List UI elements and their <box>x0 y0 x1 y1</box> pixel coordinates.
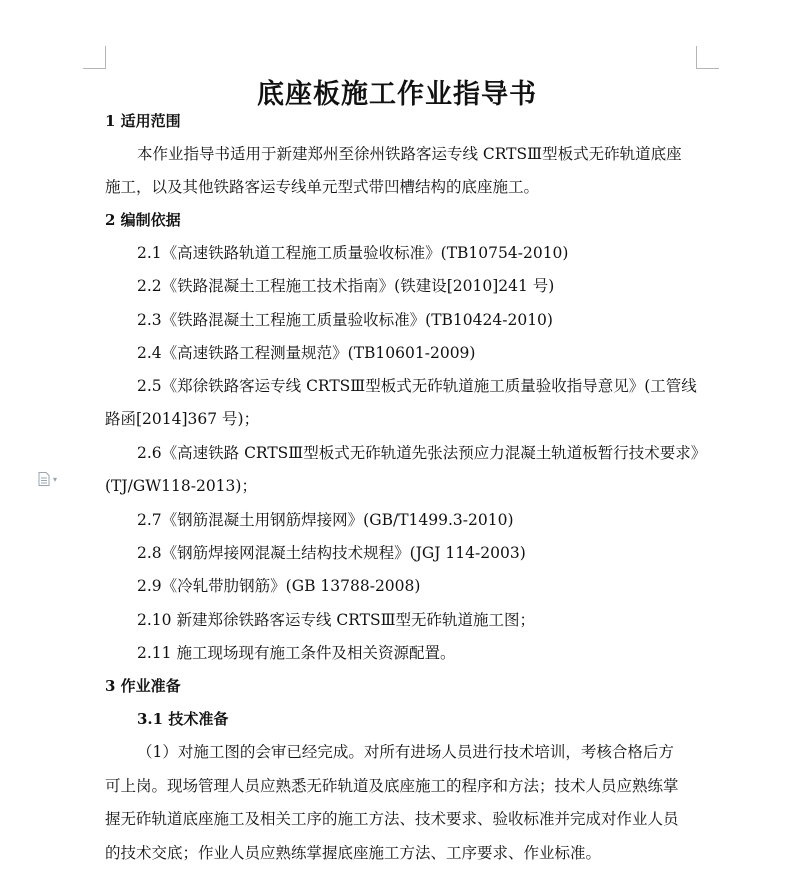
subheading-technical-preparation: 3.1 技术准备 <box>137 710 229 728</box>
list-item: 2.10 新建郑徐铁路客运专线 CRTSⅢ型无砟轨道施工图； <box>137 611 536 629</box>
crop-mark-top-left <box>83 46 106 69</box>
paragraph-line: 握无砟轨道底座施工及相关工序的施工方法、技术要求、验收标准并完成对作业人员 <box>105 810 679 828</box>
list-item-continuation: (TJ/GW118-2013)； <box>105 477 257 495</box>
heading-scope: 1 适用范围 <box>105 112 181 130</box>
heading-basis: 2 编制依据 <box>105 211 181 229</box>
paragraph-line: 可上岗。现场管理人员应熟悉无砟轨道及底座施工的程序和方法；技术人员应熟练掌 <box>105 777 679 795</box>
list-item: 2.9《冷轧带肋钢筋》(GB 13788-2008) <box>137 577 421 595</box>
list-item: 2.6《高速铁路 CRTSⅢ型板式无砟轨道先张法预应力混凝土轨道板暂行技术要求》 <box>137 444 707 462</box>
list-item: 2.1《高速铁路轨道工程施工质量验收标准》(TB10754-2010) <box>137 244 569 262</box>
heading-preparation: 3 作业准备 <box>105 677 181 695</box>
list-item: 2.5《郑徐铁路客运专线 CRTSⅢ型板式无砟轨道施工质量验收指导意见》(工管线 <box>137 377 697 395</box>
list-item: 2.11 施工现场现有施工条件及相关资源配置。 <box>137 644 456 662</box>
page-title: 底座板施工作业指导书 <box>257 79 537 110</box>
list-item: 2.7《钢筋混凝土用钢筋焊接网》(GB/T1499.3-2010) <box>137 511 514 529</box>
dropdown-arrow-icon: ▾ <box>53 474 58 484</box>
list-item-continuation: 路函[2014]367 号)； <box>105 410 260 428</box>
paragraph-line: 施工，以及其他铁路客运专线单元型式带凹槽结构的底座施工。 <box>105 178 540 196</box>
list-item: 2.8《钢筋焊接网混凝土结构技术规程》(JGJ 114-2003) <box>137 544 526 562</box>
paragraph-line: 本作业指导书适用于新建郑州至徐州铁路客运专线 CRTSⅢ型板式无砟轨道底座 <box>137 145 682 163</box>
crop-mark-top-right <box>696 46 719 69</box>
list-item: 2.2《铁路混凝土工程施工技术指南》(铁建设[2010]241 号) <box>137 277 555 295</box>
document-icon[interactable] <box>38 472 57 486</box>
list-item: 2.3《铁路混凝土工程施工质量验收标准》(TB10424-2010) <box>137 311 553 329</box>
paragraph-line: 的技术交底；作业人员应熟练掌握底座施工方法、工序要求、作业标准。 <box>105 844 602 862</box>
list-item: 2.4《高速铁路工程测量规范》(TB10601-2009) <box>137 344 476 362</box>
paragraph-line: （1）对施工图的会审已经完成。对所有进场人员进行技术培训，考核合格后方 <box>137 743 674 761</box>
